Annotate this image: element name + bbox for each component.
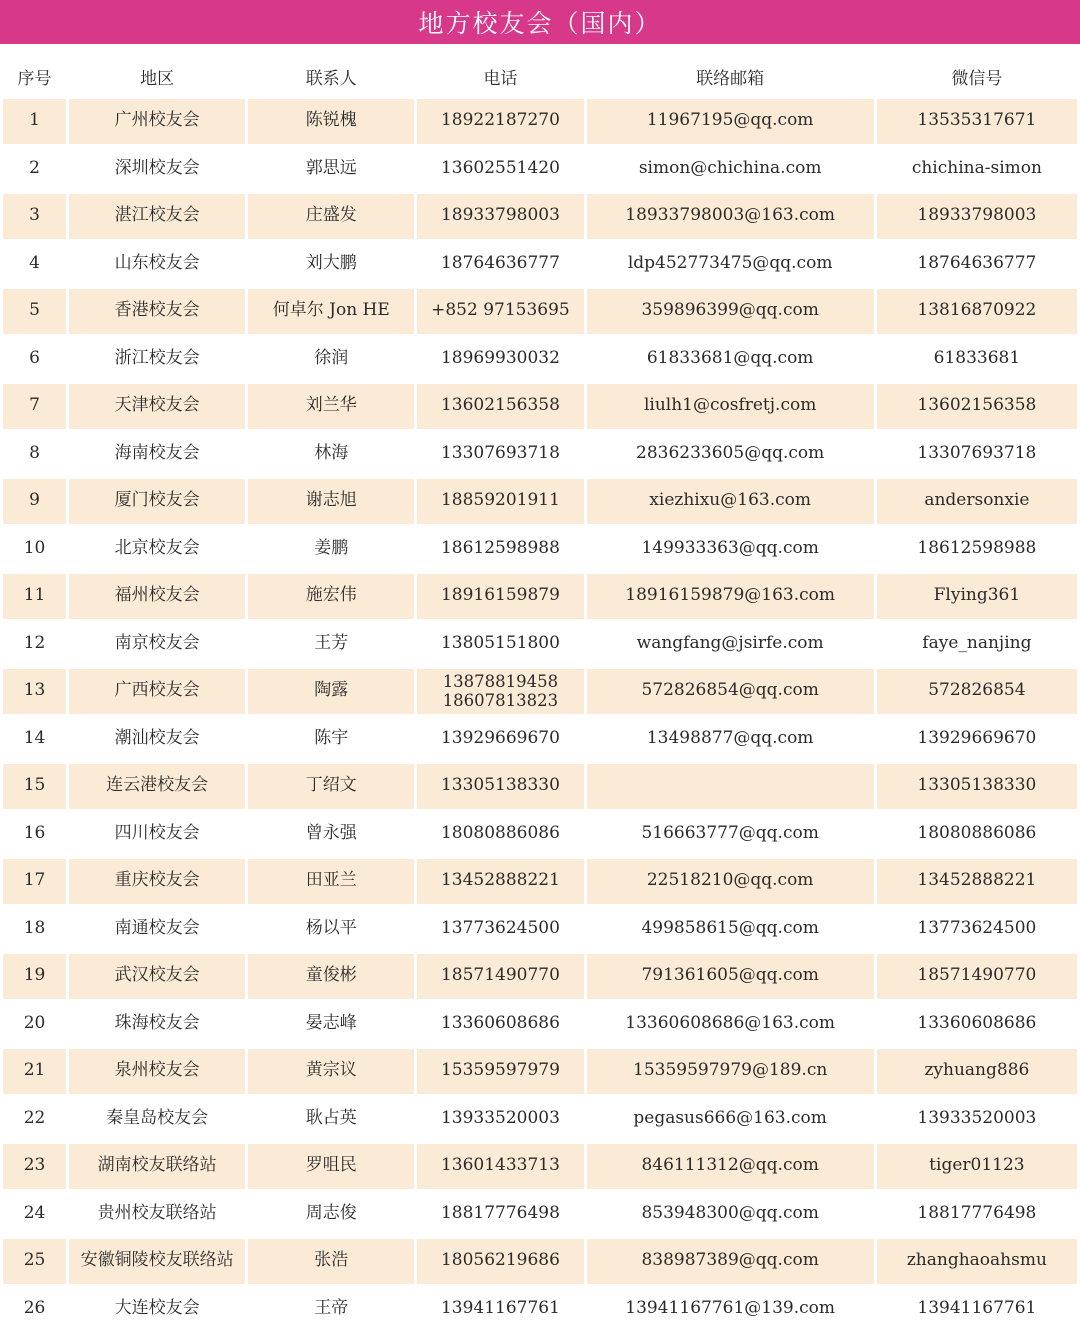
cell-index: 7 — [3, 384, 66, 429]
cell-region: 湖南校友联络站 — [69, 1144, 245, 1189]
cell-wechat: 13452888221 — [877, 859, 1077, 904]
cell-phone — [417, 622, 583, 667]
cell-email: 846111312@qq.com — [587, 1144, 874, 1189]
phone-number: 18922187270 — [440, 110, 560, 131]
cell-region: 南通校友会 — [69, 907, 245, 952]
cell-index: 12 — [3, 622, 66, 667]
cell-phone — [417, 147, 583, 192]
cell-phone — [417, 812, 583, 857]
cell-index: 15 — [3, 764, 66, 809]
cell-email: 791361605@qq.com — [587, 954, 874, 999]
cell-contact: 郭思远 — [248, 147, 414, 192]
cell-phone — [417, 1002, 583, 1047]
cell-wechat: 18764636777 — [877, 242, 1077, 287]
cell-contact: 刘大鹏 — [248, 242, 414, 287]
cell-email: ldp452773475@qq.com — [587, 242, 874, 287]
cell-index: 25 — [3, 1239, 66, 1284]
cell-index: 8 — [3, 432, 66, 477]
cell-region: 天津校友会 — [69, 384, 245, 429]
cell-contact: 周志俊 — [248, 1192, 414, 1237]
cell-contact: 姜鹏 — [248, 527, 414, 572]
phone-number: 13601433713 — [440, 1155, 560, 1176]
cell-wechat: 18817776498 — [877, 1192, 1077, 1237]
phone-number: +852 97153695 — [431, 300, 570, 321]
phone-number: 13602156358 — [440, 395, 560, 416]
table-row — [3, 147, 1077, 192]
cell-region: 重庆校友会 — [69, 859, 245, 904]
table-row — [3, 289, 1077, 334]
cell-contact: 陈锐槐 — [248, 99, 414, 144]
cell-index: 21 — [3, 1049, 66, 1094]
cell-wechat: 13933520003 — [877, 1097, 1077, 1142]
cell-wechat: 18080886086 — [877, 812, 1077, 857]
phone-number: 18764636777 — [440, 252, 560, 273]
table-row — [3, 1002, 1077, 1047]
phone-number: 13602551420 — [440, 157, 560, 178]
cell-contact: 黄宗议 — [248, 1049, 414, 1094]
cell-index: 14 — [3, 717, 66, 762]
cell-wechat: zyhuang886 — [877, 1049, 1077, 1094]
cell-email: pegasus666@163.com — [587, 1097, 874, 1142]
table-header-row — [3, 56, 1077, 96]
cell-index: 6 — [3, 337, 66, 382]
cell-index: 1 — [3, 99, 66, 144]
cell-wechat: 61833681 — [877, 337, 1077, 382]
cell-contact: 王帝 — [248, 1287, 414, 1332]
cell-phone — [417, 954, 583, 999]
cell-contact: 徐润 — [248, 337, 414, 382]
cell-phone — [417, 717, 583, 762]
phone-number: 13933520003 — [440, 1107, 560, 1128]
phone-number: 18916159879 — [440, 585, 560, 606]
cell-contact: 陈宇 — [248, 717, 414, 762]
cell-phone — [417, 574, 583, 619]
phone-number: 13773624500 — [440, 917, 560, 938]
cell-email: xiezhixu@163.com — [587, 479, 874, 524]
table-row — [3, 242, 1077, 287]
cell-email: 18916159879@163.com — [587, 574, 874, 619]
cell-region: 贵州校友联络站 — [69, 1192, 245, 1237]
table-row — [3, 527, 1077, 572]
phone-number: 13360608686 — [440, 1012, 560, 1033]
phone-number: 18969930032 — [440, 347, 560, 368]
table-row — [3, 432, 1077, 477]
cell-contact: 庄盛发 — [248, 194, 414, 239]
phone-number: 18612598988 — [440, 537, 560, 558]
cell-phone — [417, 527, 583, 572]
cell-region: 大连校友会 — [69, 1287, 245, 1332]
phone-number: 18817776498 — [440, 1202, 560, 1223]
cell-phone — [417, 1192, 583, 1237]
cell-wechat: tiger01123 — [877, 1144, 1077, 1189]
cell-phone — [417, 1097, 583, 1142]
cell-email: 15359597979@189.cn — [587, 1049, 874, 1094]
cell-phone — [417, 99, 583, 144]
cell-region: 浙江校友会 — [69, 337, 245, 382]
phone-number: 18859201911 — [440, 490, 560, 511]
cell-wechat: 18571490770 — [877, 954, 1077, 999]
cell-wechat: 13602156358 — [877, 384, 1077, 429]
cell-wechat: andersonxie — [877, 479, 1077, 524]
cell-region: 泉州校友会 — [69, 1049, 245, 1094]
phone-number: 18571490770 — [440, 965, 560, 986]
table-row — [3, 99, 1077, 144]
cell-phone — [417, 1287, 583, 1332]
table-row — [3, 1239, 1077, 1284]
cell-index: 5 — [3, 289, 66, 334]
cell-region: 武汉校友会 — [69, 954, 245, 999]
cell-phone — [417, 194, 583, 239]
cell-email: 853948300@qq.com — [587, 1192, 874, 1237]
table-row — [3, 1049, 1077, 1094]
cell-region: 安徽铜陵校友联络站 — [69, 1239, 245, 1284]
cell-region: 珠海校友会 — [69, 1002, 245, 1047]
cell-region: 海南校友会 — [69, 432, 245, 477]
cell-contact: 张浩 — [248, 1239, 414, 1284]
cell-index: 9 — [3, 479, 66, 524]
cell-region: 广州校友会 — [69, 99, 245, 144]
phone-number: 13452888221 — [440, 870, 560, 891]
table-row — [3, 812, 1077, 857]
cell-contact: 施宏伟 — [248, 574, 414, 619]
cell-contact: 田亚兰 — [248, 859, 414, 904]
cell-wechat: 13307693718 — [877, 432, 1077, 477]
table-row — [3, 764, 1077, 809]
table-row — [3, 574, 1077, 619]
table-row — [3, 1192, 1077, 1237]
cell-email: 499858615@qq.com — [587, 907, 874, 952]
cell-wechat: 13929669670 — [877, 717, 1077, 762]
cell-region: 广西校友会 — [69, 669, 245, 714]
cell-wechat: 13773624500 — [877, 907, 1077, 952]
cell-contact: 曾永强 — [248, 812, 414, 857]
cell-index: 13 — [3, 669, 66, 714]
table-row — [3, 337, 1077, 382]
cell-phone — [417, 907, 583, 952]
phone-number: 13929669670 — [440, 727, 560, 748]
cell-region: 南京校友会 — [69, 622, 245, 667]
phone-number: 18607813823 — [442, 691, 559, 711]
header-region: 地区 — [140, 68, 175, 89]
cell-index: 3 — [3, 194, 66, 239]
table-row — [3, 479, 1077, 524]
cell-email: 359896399@qq.com — [587, 289, 874, 334]
cell-phone — [417, 337, 583, 382]
cell-phone — [417, 479, 583, 524]
cell-email: 13941167761@139.com — [587, 1287, 874, 1332]
cell-wechat: 18612598988 — [877, 527, 1077, 572]
table-row — [3, 622, 1077, 667]
cell-wechat: 13816870922 — [877, 289, 1077, 334]
cell-phone — [417, 669, 583, 714]
cell-contact: 王芳 — [248, 622, 414, 667]
cell-email: 22518210@qq.com — [587, 859, 874, 904]
cell-wechat: 572826854 — [877, 669, 1077, 714]
cell-index: 17 — [3, 859, 66, 904]
cell-region: 湛江校友会 — [69, 194, 245, 239]
cell-contact: 刘兰华 — [248, 384, 414, 429]
cell-email: simon@chichina.com — [587, 147, 874, 192]
cell-region: 厦门校友会 — [69, 479, 245, 524]
table-body — [3, 99, 1077, 1331]
cell-contact: 晏志峰 — [248, 1002, 414, 1047]
cell-wechat: 18933798003 — [877, 194, 1077, 239]
cell-index: 22 — [3, 1097, 66, 1142]
phone-number: 13878819458 — [442, 672, 559, 692]
table-row — [3, 1287, 1077, 1332]
phone-number: 18056219686 — [440, 1250, 560, 1271]
cell-contact: 林海 — [248, 432, 414, 477]
cell-index: 19 — [3, 954, 66, 999]
cell-contact: 童俊彬 — [248, 954, 414, 999]
cell-wechat: 13360608686 — [877, 1002, 1077, 1047]
cell-wechat: 13305138330 — [877, 764, 1077, 809]
table-row — [3, 954, 1077, 999]
cell-region: 香港校友会 — [69, 289, 245, 334]
cell-contact: 罗咀民 — [248, 1144, 414, 1189]
cell-email: 572826854@qq.com — [587, 669, 874, 714]
cell-index: 11 — [3, 574, 66, 619]
cell-email: 838987389@qq.com — [587, 1239, 874, 1284]
cell-index: 20 — [3, 1002, 66, 1047]
table-row — [3, 907, 1077, 952]
cell-email: 13498877@qq.com — [587, 717, 874, 762]
cell-phone — [417, 1049, 583, 1094]
header-index: 序号 — [17, 68, 52, 89]
cell-email: 149933363@qq.com — [587, 527, 874, 572]
cell-phone — [417, 1239, 583, 1284]
cell-index: 16 — [3, 812, 66, 857]
phone-number: 18080886086 — [440, 822, 560, 843]
alumni-table — [0, 53, 1080, 1334]
cell-email — [587, 764, 874, 809]
cell-region: 深圳校友会 — [69, 147, 245, 192]
cell-contact: 陶露 — [248, 669, 414, 714]
table-row — [3, 194, 1077, 239]
cell-region: 连云港校友会 — [69, 764, 245, 809]
table-row — [3, 1144, 1077, 1189]
cell-contact: 何卓尔 Jon HE — [248, 289, 414, 334]
cell-wechat: zhanghaoahsmu — [877, 1239, 1077, 1284]
cell-email: 18933798003@163.com — [587, 194, 874, 239]
cell-index: 4 — [3, 242, 66, 287]
cell-contact: 杨以平 — [248, 907, 414, 952]
header-contact: 联系人 — [305, 68, 357, 89]
cell-wechat: faye_nanjing — [877, 622, 1077, 667]
cell-phone — [417, 1144, 583, 1189]
cell-email: wangfang@jsirfe.com — [587, 622, 874, 667]
phone-number: 13805151800 — [440, 632, 560, 653]
table-row — [3, 669, 1077, 714]
cell-index: 26 — [3, 1287, 66, 1332]
cell-phone — [417, 859, 583, 904]
cell-wechat: Flying361 — [877, 574, 1077, 619]
phone-number: 13307693718 — [440, 442, 560, 463]
cell-region: 福州校友会 — [69, 574, 245, 619]
phone-number: 15359597979 — [440, 1060, 560, 1081]
cell-contact: 丁绍文 — [248, 764, 414, 809]
cell-wechat: 13535317671 — [877, 99, 1077, 144]
cell-index: 2 — [3, 147, 66, 192]
table-row — [3, 859, 1077, 904]
phone-number: 18933798003 — [440, 205, 560, 226]
cell-region: 山东校友会 — [69, 242, 245, 287]
cell-contact: 谢志旭 — [248, 479, 414, 524]
header-phone: 电话 — [483, 68, 518, 89]
cell-wechat: chichina-simon — [877, 147, 1077, 192]
phone-number: 13941167761 — [440, 1297, 560, 1318]
cell-email: liulh1@cosfretj.com — [587, 384, 874, 429]
cell-index: 10 — [3, 527, 66, 572]
cell-region: 秦皇岛校友会 — [69, 1097, 245, 1142]
table-row — [3, 1097, 1077, 1142]
phone-number: 13305138330 — [440, 775, 560, 796]
cell-index: 18 — [3, 907, 66, 952]
table-row — [3, 384, 1077, 429]
table-row — [3, 717, 1077, 762]
cell-region: 潮汕校友会 — [69, 717, 245, 762]
cell-email: 61833681@qq.com — [587, 337, 874, 382]
cell-phone — [417, 242, 583, 287]
cell-email: 11967195@qq.com — [587, 99, 874, 144]
page-title: 地方校友会（国内） — [0, 0, 1080, 44]
cell-email: 13360608686@163.com — [587, 1002, 874, 1047]
cell-index: 24 — [3, 1192, 66, 1237]
header-wechat: 微信号 — [951, 68, 1003, 89]
cell-contact: 耿占英 — [248, 1097, 414, 1142]
cell-phone — [417, 384, 583, 429]
cell-phone — [417, 764, 583, 809]
cell-region: 四川校友会 — [69, 812, 245, 857]
cell-wechat: 13941167761 — [877, 1287, 1077, 1332]
cell-region: 北京校友会 — [69, 527, 245, 572]
cell-email: 516663777@qq.com — [587, 812, 874, 857]
header-email: 联络邮箱 — [696, 68, 765, 89]
cell-index: 23 — [3, 1144, 66, 1189]
cell-phone — [417, 432, 583, 477]
cell-email: 2836233605@qq.com — [587, 432, 874, 477]
cell-phone — [417, 289, 583, 334]
